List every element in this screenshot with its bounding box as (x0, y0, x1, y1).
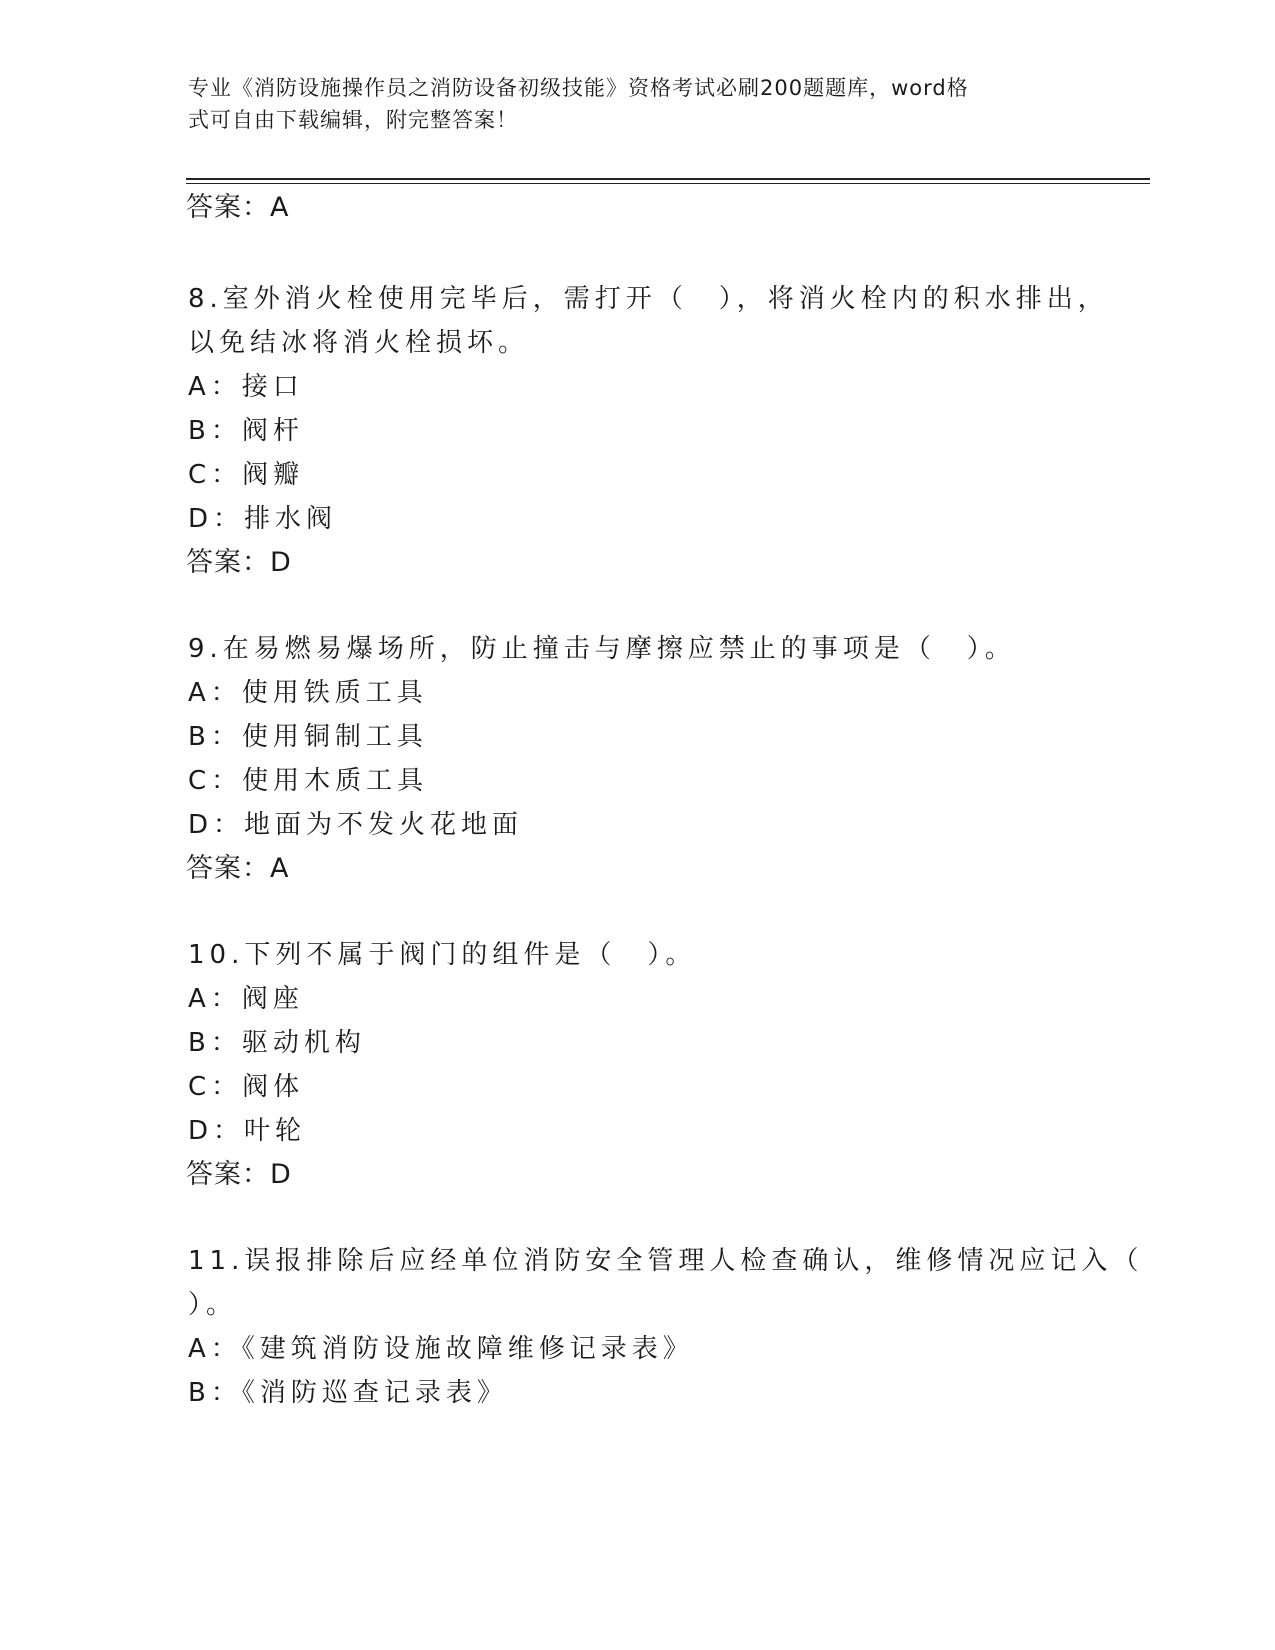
header-divider (186, 178, 1150, 180)
q8-stem-line-2: 以免结冰将消火栓损坏。 (188, 328, 530, 358)
q10-option-b: B：驱动机构 (188, 1028, 366, 1058)
q9-stem-line-1: 9.在易燃易爆场所，防止撞击与摩擦应禁止的事项是（ ）。 (188, 634, 1016, 664)
q10-stem-line-1: 10.下列不属于阀门的组件是（ ）。 (188, 940, 697, 970)
q9-option-a: A：使用铁质工具 (188, 678, 428, 708)
header-line-2: 式可自由下载编辑，附完整答案！ (188, 108, 518, 132)
q8-option-d: D：排水阀 (188, 504, 338, 534)
q10-option-a: A：阀座 (188, 984, 304, 1014)
q9-option-c: C：使用木质工具 (188, 766, 429, 796)
q11-option-b: B：《消防巡查记录表》 (188, 1378, 508, 1408)
q9-option-d: D：地面为不发火花地面 (188, 810, 524, 840)
q9-option-b: B：使用铜制工具 (188, 722, 428, 752)
header-line-1: 专业《消防设施操作员之消防设备初级技能》资格考试必刷200题题库，word格 (188, 76, 969, 100)
q8-option-b: B：阀杆 (188, 416, 304, 446)
q10-option-d: D：叶轮 (188, 1116, 307, 1146)
previous-answer: 答案：A (186, 192, 290, 223)
q8-stem-line-1: 8.室外消火栓使用完毕后，需打开（ ），将消火栓内的积水排出， (188, 284, 1109, 314)
q8-answer: 答案：D (186, 547, 292, 578)
q9-answer: 答案：A (186, 853, 290, 884)
header-divider-thin (186, 183, 1150, 184)
q8-option-a: A：接口 (188, 372, 304, 402)
document-header (188, 72, 1068, 136)
q11-stem-line-1: 11.误报排除后应经单位消防安全管理人检查确认，维修情况应记入（ (188, 1246, 1144, 1276)
q10-option-c: C：阀体 (188, 1072, 305, 1102)
q11-option-a: A：《建筑消防设施故障维修记录表》 (188, 1334, 694, 1364)
q10-answer: 答案：D (186, 1159, 292, 1190)
q8-option-c: C：阀瓣 (188, 460, 305, 490)
q11-stem-line-2: ）。 (188, 1290, 238, 1320)
